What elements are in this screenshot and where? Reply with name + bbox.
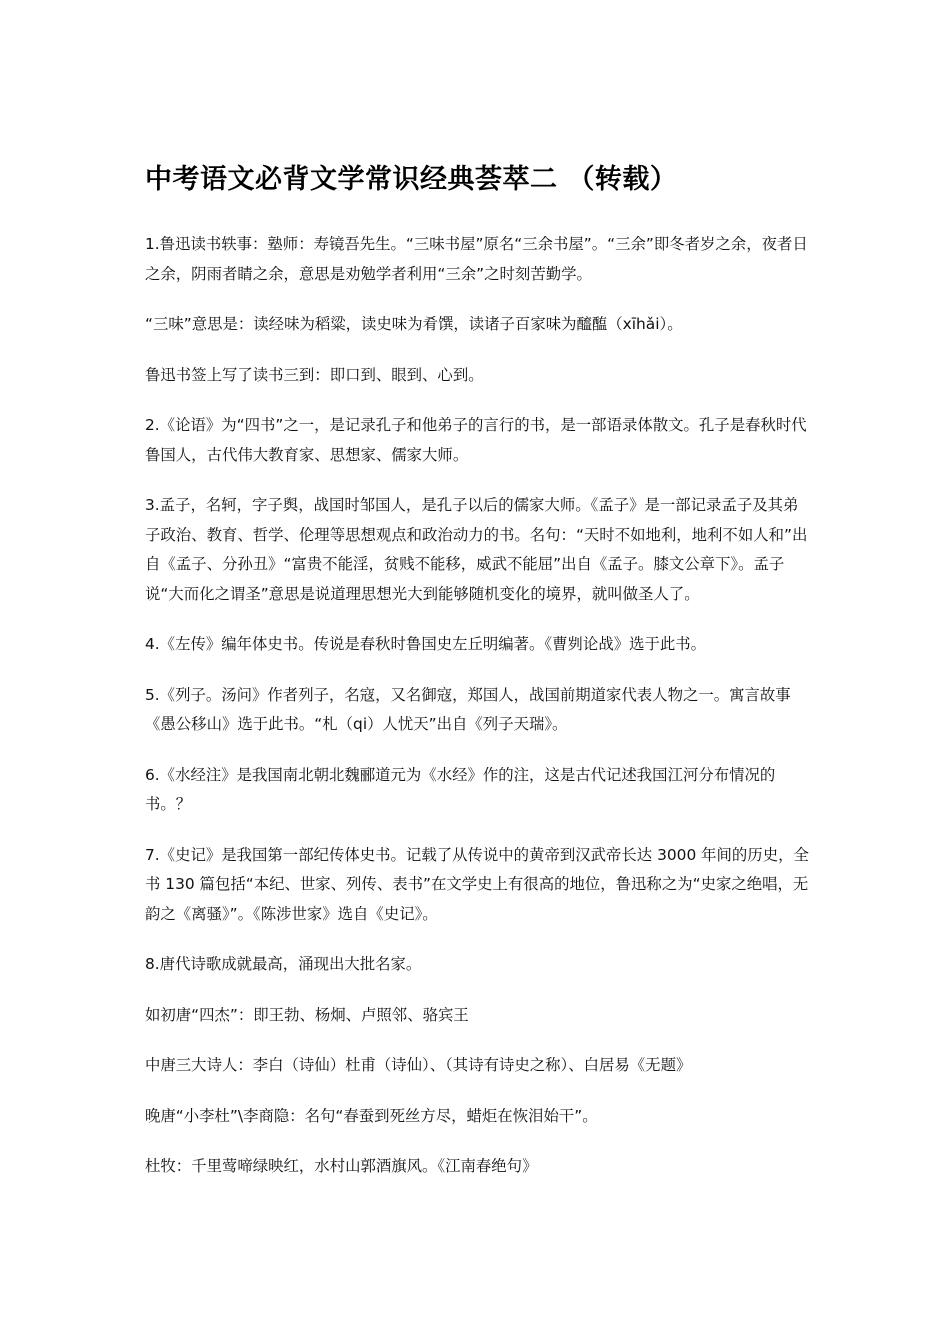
paragraph-luxun-bookmark: 鲁迅书签上写了读书三到：即口到、眼到、心到。 <box>145 365 484 384</box>
document-title: 中考语文必背文学常识经典荟萃二 （转载） <box>145 164 678 195</box>
paragraph-sanwei-meaning: “三味”意思是：读经味为稻粱，读史味为肴馔，读诸子百家味为醯醢（xīhǎi）。 <box>145 315 683 333</box>
paragraph-shiji: 7.《史记》是我国第一部纪传体史书。记载了从传说中的黄帝到汉武帝长达 3000 年间的历史，全书 130 篇包括“本纪、世家、列传、表书”在文学史上有很高的地位，鲁迅称之为“史家之绝唱，无韵之《离骚》”。《陈涉世家》选自《史记》。 <box>145 845 809 923</box>
paragraph-early-tang: 如初唐“四杰”：即王勃、杨炯、卢照邻、骆宾王 <box>145 1005 469 1024</box>
paragraph-liezi: 5.《列子。汤问》作者列子，名寇，又名御寇，郑国人，战国前期道家代表人物之一。寓言故事《愚公移山》选于此书。“札（qi）人忧天”出自《列子天瑞》。 <box>145 685 791 733</box>
paragraph-late-tang: 晚唐“小李杜”\李商隐：名句“春蚕到死丝方尽，蜡炬在恢泪始干”。 <box>145 1106 598 1125</box>
paragraph-lunyu: 2.《论语》为“四书”之一，是记录孔子和他弟子的言行的书，是一部语录体散文。孔子是春秋时代鲁国人，古代伟大教育家、思想家、儒家大师。 <box>145 416 807 464</box>
paragraph-mengzi: 3.孟子，名轲，字子舆，战国时邹国人，是孔子以后的儒家大师。《孟子》是一部记录孟子及其弟子政治、教育、哲学、伦理等思想观点和政治动力的书。名句：“天时不如地利，地利不如人和”出自《孟子、分孙丑》“富贵不能淫，贫贱不能移，威武不能屈”出自《孟子。膝文公章下》。孟子说“大而化之谓圣”意思是说道理思想光大到能够随机变化的境界，就叫做圣人了。 <box>145 496 808 603</box>
paragraph-shuijingzhu: 6.《水经注》是我国南北朝北魏郦道元为《水经》作的注，这是古代记述我国江河分布情况的书。？ <box>145 765 776 813</box>
paragraph-luxun-anecdote: 1.鲁迅读书轶事：塾师：寿镜吾先生。“三味书屋”原名“三余书屋”。“三余”即冬者岁之余，夜者日之余，阴雨者睛之余，意思是劝勉学者利用“三余”之时刻苦勤学。 <box>145 235 808 283</box>
paragraph-mid-tang: 中唐三大诗人：李白（诗仙）杜甫（诗仙）、（其诗有诗史之称）、白居易《无题》 <box>145 1056 692 1074</box>
paragraph-du-mu: 杜牧：千里莺啼绿映红，水村山郭酒旗风。《江南春绝句》 <box>145 1157 538 1175</box>
paragraph-tang-poetry: 8.唐代诗歌成就最高，涌现出大批名家。 <box>145 955 422 973</box>
document-body <box>145 230 813 1203</box>
paragraph-zuozhuan: 4.《左传》编年体史书。传说是春秋时鲁国史左丘明编著。《曹刿论战》选于此书。 <box>145 635 707 653</box>
